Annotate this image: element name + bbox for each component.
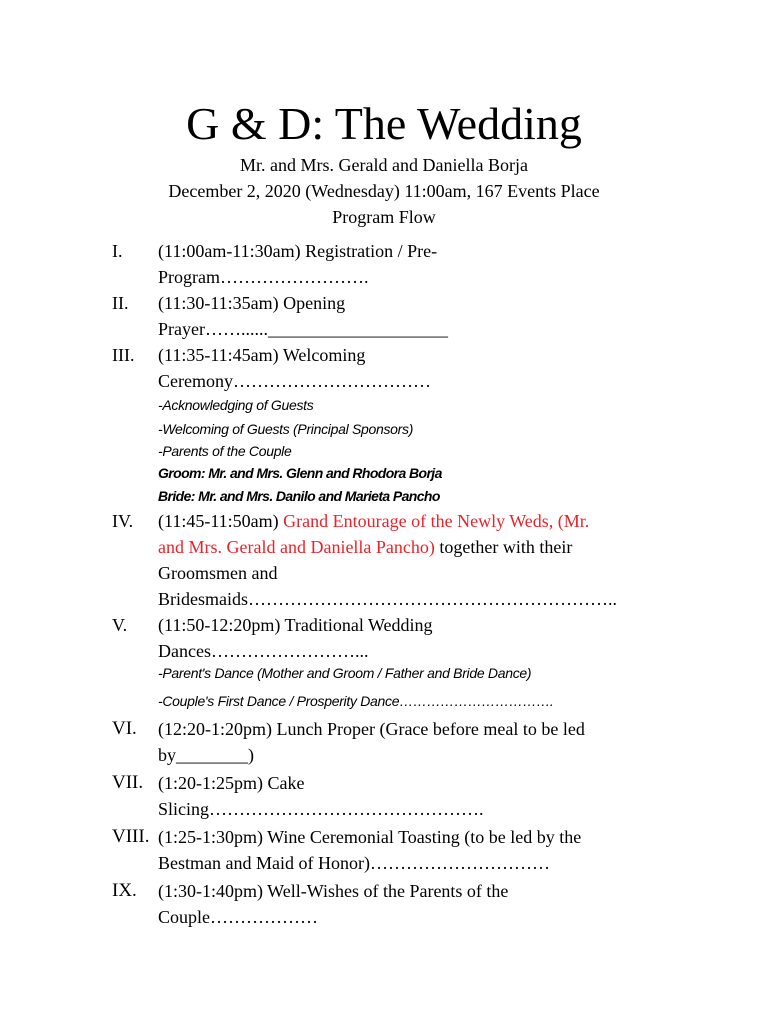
item-text: Couple……………… [158, 907, 318, 927]
item-note: -Parents of the Couple [158, 443, 292, 459]
item-text: (12:20-1:20pm) Lunch Proper (Grace before meal to be led [158, 719, 585, 739]
item-text: by________) [158, 745, 254, 765]
item-text: Program……………………. [158, 267, 369, 287]
item-number: VII. [112, 772, 144, 793]
item-text: (11:00am-11:30am) Registration / Pre- [158, 241, 438, 261]
item-text: Prayer……......____________________ [158, 319, 448, 339]
item-note: -Couple's First Dance / Prosperity Dance……………………………. [158, 693, 554, 709]
item-text [158, 508, 589, 534]
item-text: Ceremony…………………………… [158, 371, 431, 391]
item-text: (1:30-1:40pm) Well-Wishes of the Parents of the [158, 881, 509, 901]
item-number: VIII. [112, 826, 150, 847]
page-title: G & D: The Wedding [186, 98, 582, 149]
entourage-highlight: and Mrs. Gerald and Daniella Pancho) [158, 537, 435, 557]
item-text: (11:30-11:35am) Opening [158, 293, 346, 313]
item-text: (1:25-1:30pm) Wine Ceremonial Toasting (to be led by the [158, 827, 582, 847]
date-venue-line: December 2, 2020 (Wednesday) 11:00am, 167 Events Place [168, 181, 600, 201]
item-text-rest: together with their [434, 537, 573, 557]
item-text: Dances……………………... [158, 641, 369, 661]
item-number: IX. [112, 880, 137, 901]
item-text: (11:50-12:20pm) Traditional Wedding [158, 615, 433, 635]
item-text: Slicing………………………………………. [158, 799, 484, 819]
item-note: -Parent's Dance (Mother and Groom / Father and Bride Dance) [158, 665, 532, 681]
entourage-highlight: Grand Entourage of the Newly Weds, (Mr. [283, 511, 590, 531]
item-number: II. [112, 293, 129, 313]
item-number: III. [112, 345, 135, 365]
bride-parents-note: Bride: Mr. and Mrs. Danilo and Marieta Pancho [158, 488, 440, 504]
item-text: (1:20-1:25pm) Cake [158, 773, 305, 793]
item-note: -Acknowledging of Guests [158, 397, 314, 413]
item-number: VI. [112, 718, 137, 739]
item-text [158, 534, 572, 560]
item-number: I. [112, 241, 123, 261]
item-text: Bridesmaids…………………………………………………….. [158, 589, 617, 609]
item-number: V. [112, 615, 128, 635]
item-note: -Welcoming of Guests (Principal Sponsors) [158, 421, 414, 437]
item-text: Groomsmen and [158, 563, 278, 583]
groom-parents-note: Groom: Mr. and Mrs. Glenn and Rhodora Borja [158, 465, 442, 481]
couple-line: Mr. and Mrs. Gerald and Daniella Borja [240, 155, 528, 175]
item-text: (11:35-11:45am) Welcoming [158, 345, 366, 365]
item-time: (11:45-11:50am) [158, 511, 284, 531]
item-text: Bestman and Maid of Honor)………………………… [158, 853, 550, 873]
item-number: IV. [112, 511, 134, 531]
program-flow-heading: Program Flow [332, 207, 436, 227]
